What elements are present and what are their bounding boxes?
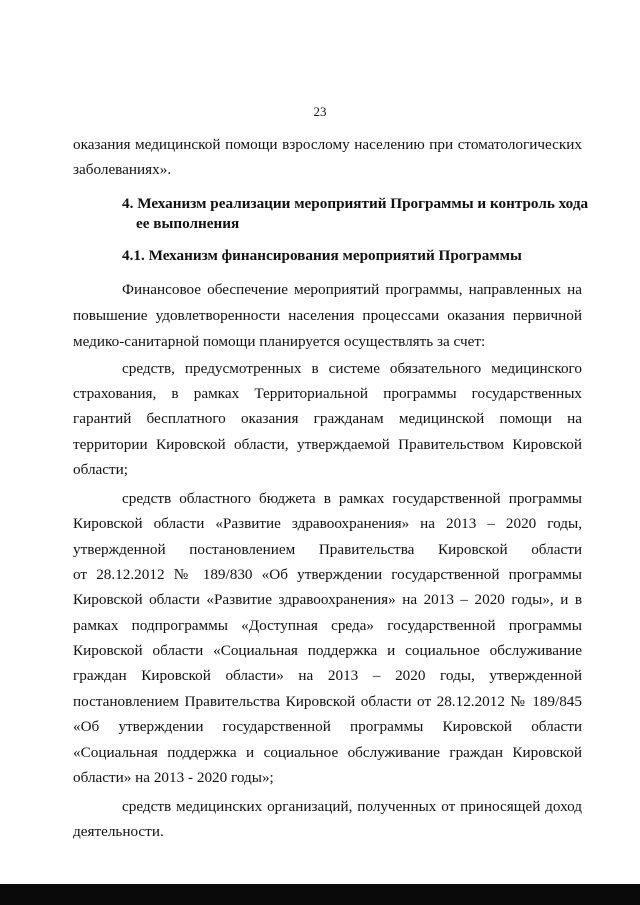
text-line: Кировской области «Развитие здравоохранения» на 2013 – 2020 годы», и в xyxy=(73,591,582,608)
text-line: средств областного бюджета в рамках государственной программы xyxy=(122,490,582,507)
text-line: территории Кировской области, утверждаемой Правительством Кировской xyxy=(73,436,582,453)
text-line: заболеваниях». xyxy=(73,161,172,178)
page-number: 23 xyxy=(313,104,327,119)
text-line: медико-санитарной помощи планируется осуществлять за счет: xyxy=(73,333,486,350)
scan-border-bar xyxy=(0,884,640,905)
text-line: оказания медицинской помощи взрослому населению при стоматологических xyxy=(73,136,582,153)
section-heading: 4. Механизм реализации мероприятий Программы и контроль хода xyxy=(122,195,589,212)
text-line: страхования, в рамках Территориальной программы государственных xyxy=(73,385,582,402)
text-line: повышение удовлетворенности населения процессами оказания первичной xyxy=(73,307,582,324)
text-line: средств, предусмотренных в системе обязательного медицинского xyxy=(122,360,582,377)
text-line: «Социальная поддержка и социальное обслуживание граждан Кировской xyxy=(73,744,582,761)
text-line: Кировской области «Развитие здравоохранения» на 2013 – 2020 годы, xyxy=(73,515,582,532)
text-line: средств медицинских организаций, полученных от приносящей доход xyxy=(122,798,582,815)
text-line: гарантий бесплатного оказания гражданам медицинской помощи на xyxy=(73,410,582,427)
text-line: рамках подпрограммы «Доступная среда» государственной программы xyxy=(73,617,582,634)
text-line: от 28.12.2012 № 189/830 «Об утверждении государственной программы xyxy=(73,566,582,583)
text-line: постановлением Правительства Кировской области от 28.12.2012 № 189/845 xyxy=(73,693,582,710)
text-line: области» на 2013 - 2020 годы»; xyxy=(73,769,274,786)
text-line: деятельности. xyxy=(73,823,164,840)
section-heading-continuation: ее выполнения xyxy=(136,215,240,232)
subsection-heading: 4.1. Механизм финансирования мероприятий Программы xyxy=(122,247,522,264)
text-line: «Об утверждении государственной программы Кировской области xyxy=(73,718,582,735)
text-line: граждан Кировской области» на 2013 – 2020 годы, утвержденной xyxy=(73,667,582,684)
text-line: утвержденной постановлением Правительства Кировской области xyxy=(73,541,582,558)
text-line: Кировской области «Социальная поддержка и социальное обслуживание xyxy=(73,642,582,659)
text-line: Финансовое обеспечение мероприятий программы, направленных на xyxy=(122,281,582,298)
text-line: области; xyxy=(73,461,128,478)
